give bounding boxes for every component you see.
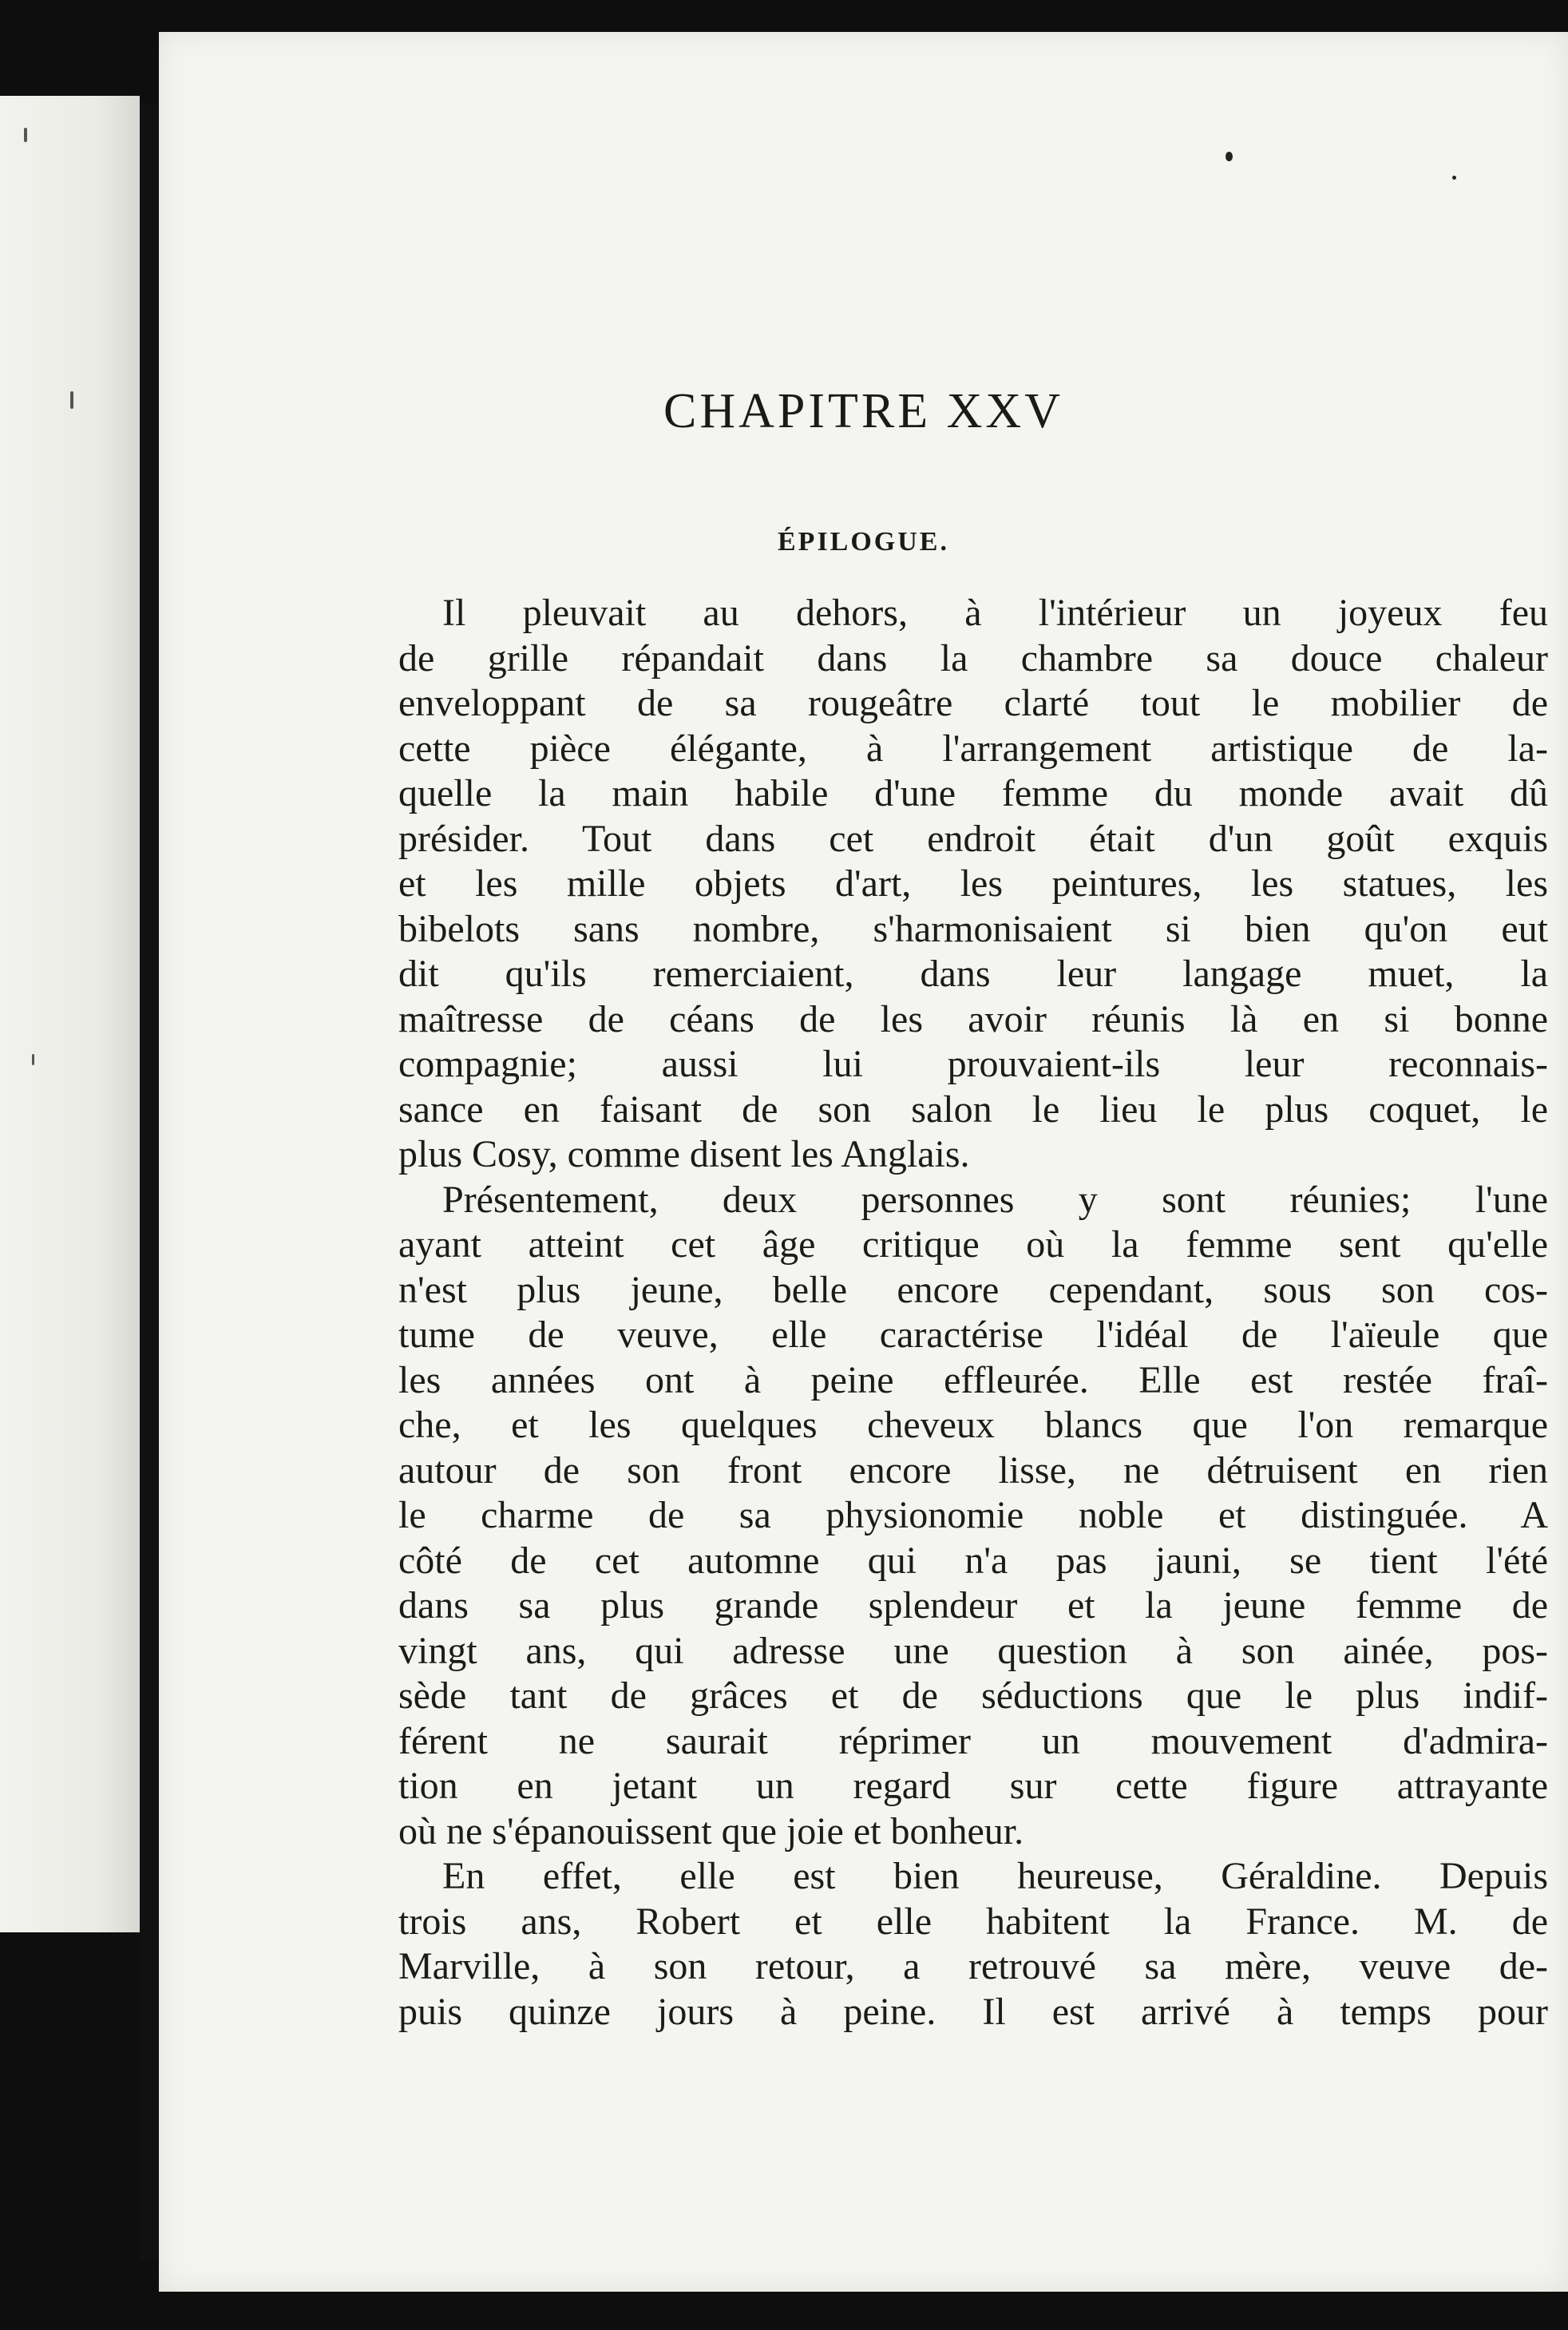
left-page-mark xyxy=(32,1054,34,1065)
book-spine xyxy=(140,104,159,2260)
text-line: sède tant de grâces et de séductions que le plus indif- xyxy=(398,1674,1548,1717)
text-line: bibelots sans nombre, s'harmonisaient si bien qu'on eut xyxy=(398,907,1548,950)
text-line: de grille répandait dans la chambre sa douce chaleur xyxy=(398,636,1548,680)
text-line: cette pièce élégante, à l'arrangement artistique de la- xyxy=(398,727,1548,770)
text-line: tion en jetant un regard sur cette figure attrayante xyxy=(398,1765,1548,1807)
text-line: tume de veuve, elle caractérise l'idéal de l'aïeule que xyxy=(398,1314,1548,1356)
ink-speck xyxy=(1452,176,1456,180)
text-line: férent ne saurait réprimer un mouvement d'admira- xyxy=(398,1719,1548,1762)
text-line: dit qu'ils remerciaient, dans leur langage muet, la xyxy=(398,953,1548,995)
text-line: Présentement, deux personnes y sont réunies; l'une xyxy=(442,1178,1548,1221)
ink-speck xyxy=(1225,152,1233,161)
page xyxy=(159,32,1568,2292)
text-line: Marville, à son retour, a retrouvé sa mère, veuve de- xyxy=(398,1945,1548,1987)
text-line: n'est plus jeune, belle encore cependant, sous son cos- xyxy=(398,1268,1548,1311)
text-line: où ne s'épanouissent que joie et bonheur. xyxy=(398,1809,1024,1853)
text-line: présider. Tout dans cet endroit était d'un goût exquis xyxy=(398,817,1548,860)
text-line: vingt ans, qui adresse une question à son ainée, pos- xyxy=(398,1629,1548,1672)
text-line: trois ans, Robert et elle habitent la France. M. de xyxy=(398,1900,1548,1943)
text-line: côté de cet automne qui n'a pas jauni, se tient l'été xyxy=(398,1539,1548,1582)
text-line: En effet, elle est bien heureuse, Géraldine. Depuis xyxy=(442,1855,1548,1897)
text-line: compagnie; aussi lui prouvaient-ils leur reconnais- xyxy=(398,1043,1548,1085)
text-line: autour de son front encore lisse, ne détruisent en rien xyxy=(398,1448,1548,1492)
text-line: puis quinze jours à peine. Il est arrivé à temps pour xyxy=(398,1990,1548,2033)
text-line: ayant atteint cet âge critique où la femme sent qu'elle xyxy=(398,1223,1548,1266)
text-line: sance en faisant de son salon le lieu le plus coquet, le xyxy=(398,1088,1548,1131)
text-line: dans sa plus grande splendeur et la jeune femme de xyxy=(398,1584,1548,1627)
left-page-mark xyxy=(70,391,73,409)
left-page-edge xyxy=(0,96,140,1932)
chapter-title: CHAPITRE XXV xyxy=(663,384,1063,438)
body-text xyxy=(398,591,1548,2035)
text-line: le charme de sa physionomie noble et distinguée. A xyxy=(398,1494,1548,1536)
text-line: che, et les quelques cheveux blancs que l'on remarque xyxy=(398,1404,1548,1446)
text-line: enveloppant de sa rougeâtre clarté tout le mobilier de xyxy=(398,682,1548,724)
left-page-mark xyxy=(24,128,27,142)
text-line: Il pleuvait au dehors, à l'intérieur un joyeux feu xyxy=(442,592,1548,634)
section-title: ÉPILOGUE. xyxy=(778,527,949,557)
text-line: quelle la main habile d'une femme du monde avait dû xyxy=(398,772,1548,814)
text-line: et les mille objets d'art, les peintures, les statues, les xyxy=(398,862,1548,905)
text-line: plus Cosy, comme disent les Anglais. xyxy=(398,1133,970,1175)
text-line: maîtresse de céans de les avoir réunis là en si bonne xyxy=(398,997,1548,1040)
text-line: les années ont à peine effleurée. Elle est restée fraî- xyxy=(398,1358,1548,1401)
